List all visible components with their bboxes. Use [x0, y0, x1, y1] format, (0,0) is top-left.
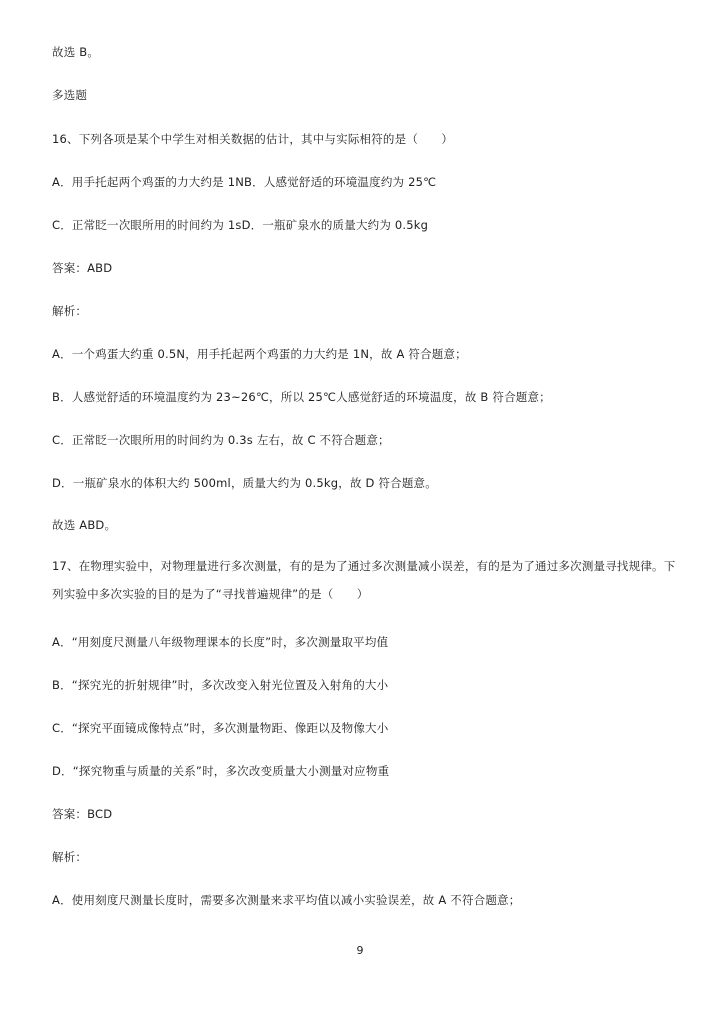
question-16-analysis-d: D．一瓶矿泉水的体积大约 500ml，质量大约为 0.5kg，故 D 符合题意。 — [52, 476, 437, 490]
page-number: 9 — [356, 944, 364, 957]
question-17-option-d: D．“探究物重与质量的关系”时，多次改变质量大小测量对应物重 — [52, 764, 390, 778]
question-16-stem: 16、下列各项是某个中学生对相关数据的估计，其中与实际相符的是（ ） — [52, 132, 454, 146]
question-17-option-b: B．“探究光的折射规律”时，多次改变入射光位置及入射角的大小 — [52, 678, 389, 692]
question-16-options-cd: C．正常眨一次眼所用的时间约为 1sD．一瓶矿泉水的质量大约为 0.5kg — [52, 218, 429, 232]
question-17-option-a: A．“用刻度尺测量八年级物理课本的长度”时，多次测量取平均值 — [52, 635, 389, 649]
question-17-analysis-a: A．使用刻度尺测量长度时，需要多次测量来求平均值以减小实验误差，故 A 不符合题意； — [52, 893, 521, 907]
answer-conclusion-prev: 故选 B。 — [52, 45, 100, 59]
question-17-answer: 答案：BCD — [52, 807, 113, 821]
question-16-analysis-label: 解析： — [52, 304, 88, 318]
question-17-stem: 17、在物理实验中，对物理量进行多次测量，有的是为了通过多次测量减小误差，有的是为了通过多次测量寻找规律。下列实验中多次实验的目的是为了“寻找普遍规律”的是（ ） — [52, 559, 676, 601]
question-16-analysis-c: C．正常眨一次眼所用的时间约为 0.3s 左右，故 C 不符合题意； — [52, 433, 390, 447]
question-16-analysis-b: B．人感觉舒适的环境温度约为 23~26℃，所以 25℃人感觉舒适的环境温度，故 B 符合题意； — [52, 390, 551, 404]
question-16-answer: 答案：ABD — [52, 261, 113, 275]
question-17-analysis-label: 解析： — [52, 850, 88, 864]
question-16-options-ab: A．用手托起两个鸡蛋的力大约是 1NB．人感觉舒适的环境温度约为 25℃ — [52, 175, 437, 189]
question-16-analysis-a: A．一个鸡蛋大约重 0.5N，用手托起两个鸡蛋的力大约是 1N，故 A 符合题意； — [52, 347, 467, 361]
question-17-option-c: C．“探究平面镜成像特点”时，多次测量物距、像距以及物像大小 — [52, 721, 389, 735]
question-16-conclusion: 故选 ABD。 — [52, 518, 117, 532]
section-heading-multiple-choice: 多选题 — [52, 88, 88, 102]
